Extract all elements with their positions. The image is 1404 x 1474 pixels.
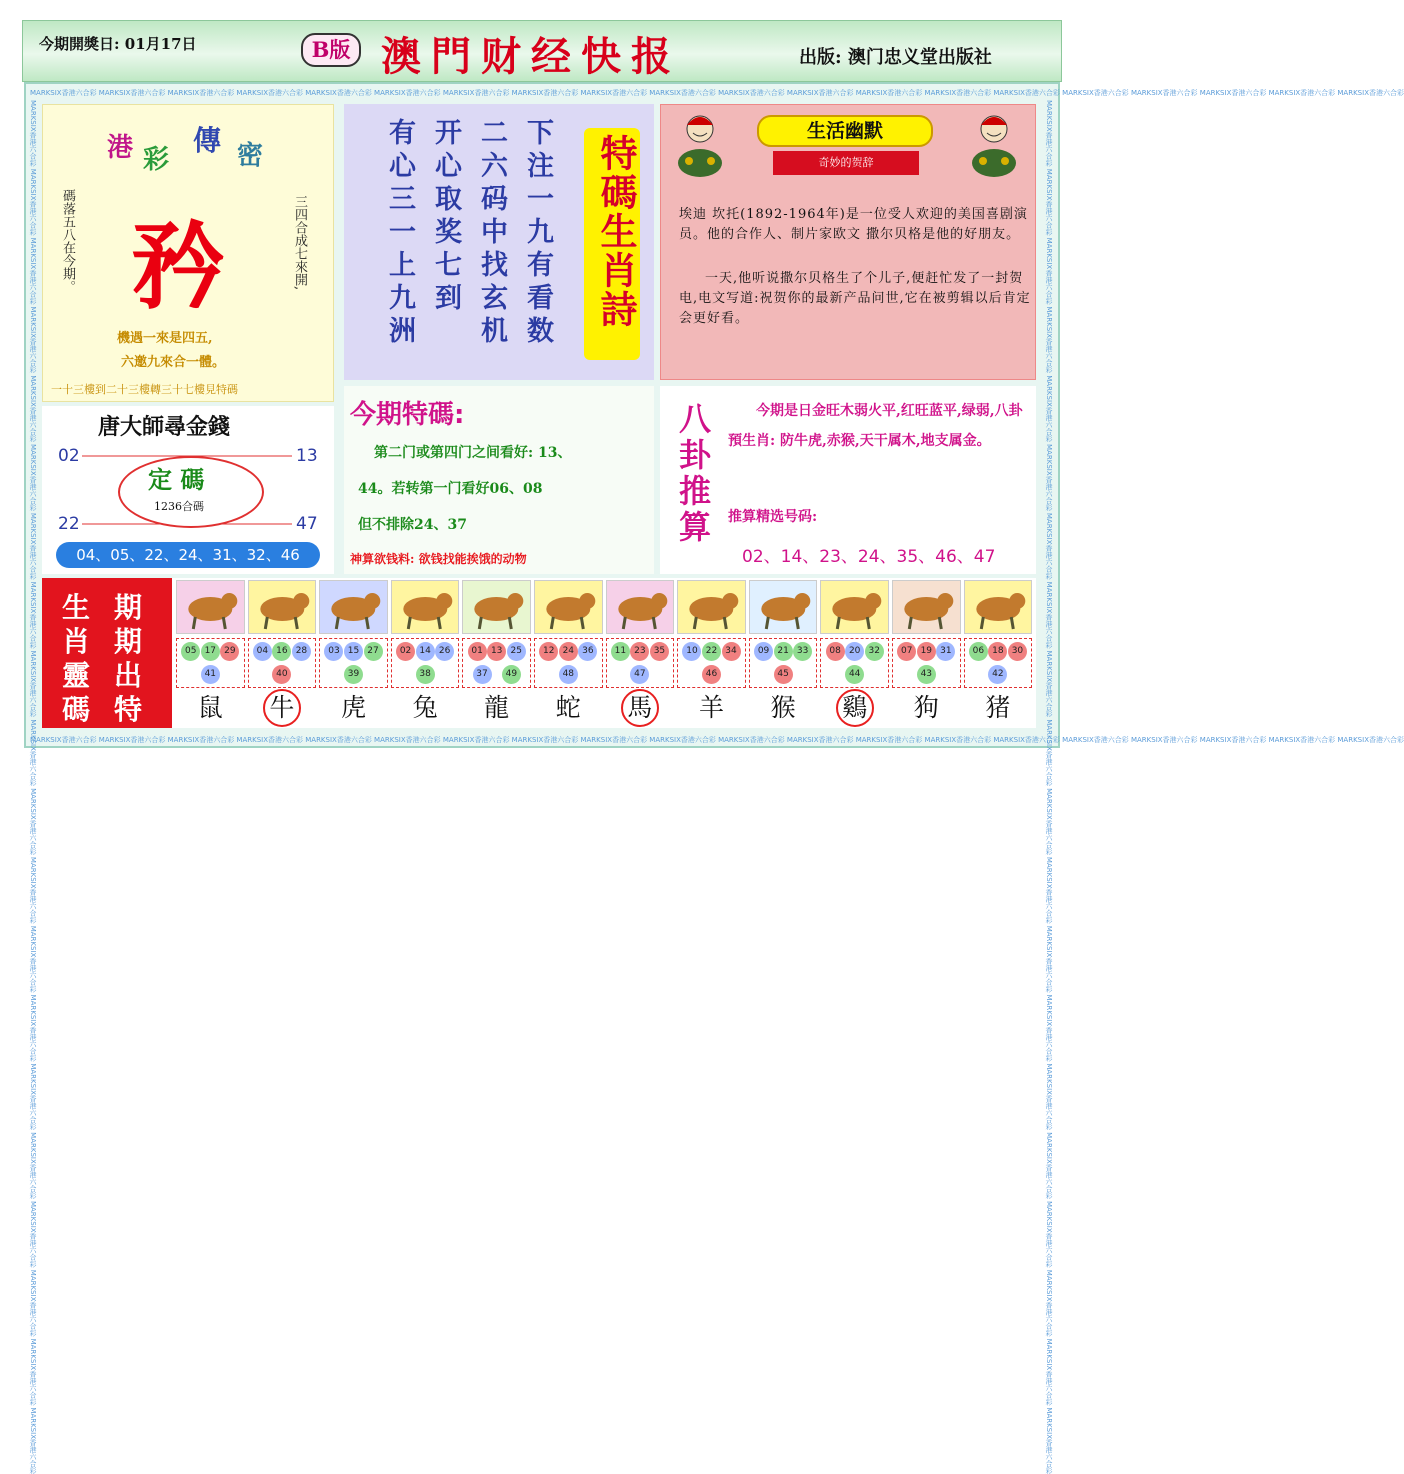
zodiac-name: [820, 688, 889, 728]
number-ball: 29: [220, 642, 239, 661]
humor-title: 生活幽默: [757, 115, 933, 147]
number-ball: 09: [754, 642, 773, 661]
number-ball: 05: [181, 642, 200, 661]
monkey-icon: [749, 580, 818, 634]
number-ball: 01: [468, 642, 487, 661]
legend-verse-1: 機遇一來是四五,: [117, 331, 213, 346]
side-char: 出: [114, 659, 143, 692]
side-char: 期: [114, 625, 143, 658]
number-ball: 03: [324, 642, 343, 661]
number-ball: 12: [539, 642, 558, 661]
humor-paragraph-1: 埃迪 坎托(1892-1964年)是一位受人欢迎的美国喜剧演员。他的合作人、制片家欧文 撒尔贝格是他的好朋友。: [679, 207, 1028, 242]
code-panel: [344, 386, 654, 574]
number-ball: 25: [507, 642, 526, 661]
zodiac-number-cell: [462, 638, 531, 688]
zodiac-number-cell: [964, 638, 1033, 688]
number-ball: 37: [473, 665, 492, 684]
number-ball: 28: [292, 642, 311, 661]
number-ball: 19: [917, 642, 936, 661]
bagua-text: 今期是日金旺木弱火平,红旺蓝平,绿弱,八卦預生肖: 防牛虎,赤猴,天干属木,地支属金。: [728, 403, 1023, 449]
marksix-strip-bottom: MARKSIX香港六合彩 MARKSIX香港六合彩 MARKSIX香港六合彩 MARKSIX香港六合彩 MARKSIX香港六合彩 MARKSIX香港六合彩 MARKSIX香港六合彩 MARKSIX香港六合彩 MARKSIX香港六合彩 MARKSIX香港六合彩 MARKSIX香港六合彩 MARKSIX香港六合彩 MARKSIX香港六合彩 MARKSIX香港六合彩 MARKSIX香港六合彩 MARKSIX香港六合彩 MARKSIX香港六合彩 MARKSIX香港六合彩 MARKSIX香港六合彩 MARKSIX香港六合彩: [30, 736, 1404, 744]
zodiac-name: 蛇: [555, 693, 581, 722]
side-char: 期: [114, 591, 143, 624]
legend-title-1: 港: [107, 133, 134, 163]
legend-panel: [42, 104, 334, 402]
poem-column-4: 下注一九有看数: [522, 118, 553, 349]
header-bar: [22, 20, 1062, 82]
number-ball: 27: [364, 642, 383, 661]
marksix-strip-top: MARKSIX香港六合彩 MARKSIX香港六合彩 MARKSIX香港六合彩 MARKSIX香港六合彩 MARKSIX香港六合彩 MARKSIX香港六合彩 MARKSIX香港六合彩 MARKSIX香港六合彩 MARKSIX香港六合彩 MARKSIX香港六合彩 MARKSIX香港六合彩 MARKSIX香港六合彩 MARKSIX香港六合彩 MARKSIX香港六合彩 MARKSIX香港六合彩 MARKSIX香港六合彩 MARKSIX香港六合彩 MARKSIX香港六合彩 MARKSIX香港六合彩 MARKSIX香港六合彩: [30, 89, 1404, 97]
number-ball: 13: [487, 642, 506, 661]
tiger-icon: [319, 580, 388, 634]
tang-num-bottom-left: 22: [58, 514, 80, 534]
bagua-side-title: 八卦推算: [674, 402, 712, 546]
number-ball: 35: [650, 642, 669, 661]
number-ball: 36: [578, 642, 597, 661]
number-ball: 41: [201, 665, 220, 684]
smiling-man-icon: [675, 113, 725, 179]
marksix-strip-right: MARKSIX香港六合彩 MARKSIX香港六合彩 MARKSIX香港六合彩 MARKSIX香港六合彩 MARKSIX香港六合彩 MARKSIX香港六合彩 MARKSIX香港六合彩 MARKSIX香港六合彩 MARKSIX香港六合彩 MARKSIX香港六合彩 MARKSIX香港六合彩 MARKSIX香港六合彩 MARKSIX香港六合彩 MARKSIX香港六合彩 MARKSIX香港六合彩 MARKSIX香港六合彩 MARKSIX香港六合彩 MARKSIX香港六合彩 MARKSIX香港六合彩 MARKSIX香港六合彩: [1045, 100, 1053, 1474]
number-ball: 16: [272, 642, 291, 661]
number-ball: 32: [865, 642, 884, 661]
number-ball: 40: [272, 665, 291, 684]
humor-panel: [660, 104, 1036, 380]
zodiac-name: 鼠: [197, 693, 223, 722]
number-ball: 38: [416, 665, 435, 684]
zodiac-name: 猴: [770, 693, 796, 722]
rabbit-icon: [391, 580, 460, 634]
zodiac-name: 龍: [484, 693, 510, 722]
poem-column-1: 有心三一上九洲: [384, 118, 415, 349]
tang-num-top-left: 02: [58, 446, 80, 466]
goat-icon: [677, 580, 746, 634]
humor-paragraph-2: 一天,他听说撒尔贝格生了个儿子,便赶忙发了一封贺电,电文写道:祝贺你的最新产品问世,它在被剪辑以后肯定会更好看。: [679, 271, 1031, 326]
tang-panel: [42, 406, 334, 574]
number-ball: 15: [344, 642, 363, 661]
zodiac-grid: [176, 578, 1036, 728]
zodiac-number-cell: [534, 638, 603, 688]
side-char: 肖: [62, 625, 91, 658]
number-ball: 21: [774, 642, 793, 661]
legend-left-vertical: 碼落五八在今期。: [60, 189, 75, 293]
zodiac-name: [606, 688, 675, 728]
code-title: 今期特碼:: [350, 400, 465, 430]
number-ball: 02: [396, 642, 415, 661]
legend-right-vertical: 三四合成七來開,: [292, 195, 307, 291]
number-ball: 24: [559, 642, 578, 661]
masthead-title: 澳門财经快报: [381, 33, 681, 80]
humor-subtitle: 奇妙的贺辞: [773, 151, 919, 175]
zodiac-number-cell: [248, 638, 317, 688]
number-ball: 23: [630, 642, 649, 661]
tang-num-top-right: 13: [296, 446, 318, 466]
version-badge: B版: [301, 33, 361, 67]
circled-zodiac-name: 馬: [621, 689, 659, 727]
circled-zodiac-name: 牛: [263, 689, 301, 727]
legend-big-char: 矜: [131, 212, 226, 322]
number-ball: 08: [826, 642, 845, 661]
legend-title-2: 彩: [143, 145, 170, 175]
side-char: 靈: [62, 659, 91, 692]
circled-zodiac-name: 鷄: [836, 689, 874, 727]
zodiac-number-cell: [606, 638, 675, 688]
poem-column-3: 二六码中找玄机: [476, 118, 507, 349]
poem-side-title: 特碼生肖詩: [594, 134, 637, 329]
legend-title-4: 密: [237, 141, 264, 171]
pig-icon: [964, 580, 1033, 634]
poem-column-2: 开心取奖七到: [430, 118, 461, 316]
number-ball: 22: [702, 642, 721, 661]
side-char: 生: [62, 591, 91, 624]
tang-number-bar: 04、05、22、24、31、32、46: [56, 542, 320, 568]
side-char: 碼: [62, 693, 91, 726]
number-ball: 18: [988, 642, 1007, 661]
smiling-man-icon: [969, 113, 1019, 179]
zodiac-number-cell: [319, 638, 388, 688]
legend-verse-2: 六邀九來合一體。: [121, 355, 226, 370]
rooster-icon: [820, 580, 889, 634]
zodiac-name: 羊: [698, 693, 724, 722]
zodiac-number-cell: [391, 638, 460, 688]
poem-panel: [344, 104, 654, 380]
zodiac-number-cell: [892, 638, 961, 688]
number-ball: 20: [845, 642, 864, 661]
number-ball: 34: [722, 642, 741, 661]
zodiac-panel: [42, 578, 1036, 728]
code-line-3: 但不排除24、37: [358, 517, 467, 533]
number-ball: 17: [201, 642, 220, 661]
tang-num-bottom-right: 47: [296, 514, 318, 534]
zodiac-name: 兔: [412, 693, 438, 722]
number-ball: 33: [793, 642, 812, 661]
number-ball: 49: [502, 665, 521, 684]
number-ball: 45: [774, 665, 793, 684]
number-ball: 47: [630, 665, 649, 684]
code-line-2: 44。若转第一门看好06、08: [358, 481, 543, 497]
tang-title: 唐大師尋金錢: [98, 415, 231, 440]
zodiac-name: 狗: [913, 693, 939, 722]
code-footer: 神算欲钱料: 欲钱找能挨饿的动物: [350, 552, 527, 566]
number-ball: 39: [344, 665, 363, 684]
code-line-1: 第二门或第四门之间看好: 13、: [374, 445, 572, 461]
number-ball: 10: [682, 642, 701, 661]
number-ball: 14: [416, 642, 435, 661]
number-ball: 48: [559, 665, 578, 684]
zodiac-number-cell: [176, 638, 245, 688]
number-ball: 06: [969, 642, 988, 661]
number-ball: 42: [988, 665, 1007, 684]
number-ball: 30: [1008, 642, 1027, 661]
rat-icon: [176, 580, 245, 634]
horse-icon: [606, 580, 675, 634]
number-ball: 07: [897, 642, 916, 661]
dog-icon: [892, 580, 961, 634]
zodiac-name: [248, 688, 317, 728]
number-ball: 46: [702, 665, 721, 684]
number-ball: 26: [435, 642, 454, 661]
bagua-panel: [660, 386, 1036, 574]
ox-icon: [248, 580, 317, 634]
number-ball: 44: [845, 665, 864, 684]
number-ball: 43: [917, 665, 936, 684]
number-ball: 11: [611, 642, 630, 661]
snake-icon: [534, 580, 603, 634]
number-ball: 04: [253, 642, 272, 661]
bagua-pick-label: 推算精选号码:: [728, 509, 818, 525]
number-ball: 31: [936, 642, 955, 661]
publisher: 出版: 澳门忠义堂出版社: [799, 47, 992, 68]
draw-date: 今期開獎日: 01月17日: [39, 35, 197, 53]
zodiac-number-cell: [749, 638, 818, 688]
zodiac-name: 虎: [340, 693, 366, 722]
side-char: 特: [114, 693, 143, 726]
marksix-strip-left: MARKSIX香港六合彩 MARKSIX香港六合彩 MARKSIX香港六合彩 MARKSIX香港六合彩 MARKSIX香港六合彩 MARKSIX香港六合彩 MARKSIX香港六合彩 MARKSIX香港六合彩 MARKSIX香港六合彩 MARKSIX香港六合彩 MARKSIX香港六合彩 MARKSIX香港六合彩 MARKSIX香港六合彩 MARKSIX香港六合彩 MARKSIX香港六合彩 MARKSIX香港六合彩 MARKSIX香港六合彩 MARKSIX香港六合彩 MARKSIX香港六合彩 MARKSIX香港六合彩: [29, 100, 37, 1474]
tang-center-sub: 1236合碼: [154, 500, 204, 513]
dragon-icon: [462, 580, 531, 634]
zodiac-number-cell: [820, 638, 889, 688]
legend-footer: 一十三樓到二十三樓轉三十七樓見特碼: [51, 383, 238, 396]
zodiac-side-block: [42, 578, 172, 728]
legend-title-3: 傳: [193, 124, 222, 157]
tang-center-title: 定 碼: [148, 465, 205, 494]
zodiac-number-cell: [677, 638, 746, 688]
bagua-numbers: 02、14、23、24、35、46、47: [742, 547, 996, 567]
zodiac-name: 猪: [985, 693, 1011, 722]
